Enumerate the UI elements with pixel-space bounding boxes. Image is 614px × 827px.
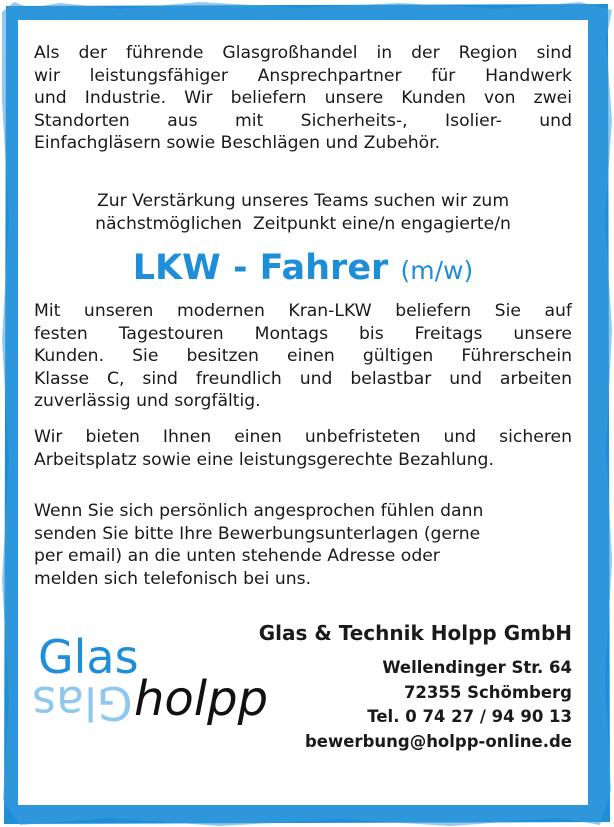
address-street: Wellendinger Str. 64 <box>382 658 572 677</box>
duties-line: Klasse C, sind freundlich und belastbar und arbeiten <box>34 368 572 389</box>
duties-paragraph <box>34 300 572 413</box>
logo-word-holpp: holpp <box>134 671 269 727</box>
search-paragraph <box>18 190 588 235</box>
offer-line: Wir bieten Ihnen einen unbefristeten und sicheren <box>34 427 572 447</box>
duties-line: Kunden. Sie besitzen einen gültigen Führerschein <box>34 346 572 366</box>
apply-line: melden sich telefonisch bei uns. <box>34 568 312 589</box>
duties-line: festen Tagestouren Montags bis Freitags unsere <box>34 323 572 344</box>
company-address <box>305 656 572 754</box>
intro-line: Standorten aus mit Sicherheits-, Isolier- und <box>34 110 572 131</box>
company-logo <box>32 632 282 742</box>
company-name: Glas & Technik Holpp GmbH <box>258 621 572 645</box>
job-title-suffix: (m/w) <box>400 256 474 285</box>
job-title: LKW - Fahrer <box>132 248 389 288</box>
ad-card <box>18 20 588 805</box>
address-phone: Tel. 0 74 27 / 94 90 13 <box>367 707 572 726</box>
search-line: nächstmöglichen Zeitpunkt eine/n engagierte/n <box>95 213 511 234</box>
apply-line: per email) an die unten stehende Adresse oder <box>34 546 440 566</box>
address-city: 72355 Schömberg <box>403 682 572 702</box>
intro-line: Als der führende Glasgroßhandel in der Region sind <box>34 43 572 63</box>
intro-line: und Industrie. Wir beliefern unsere Kunden von zwei <box>34 88 572 108</box>
duties-line: Mit unseren modernen Kran-LKW beliefern Sie auf <box>34 301 572 321</box>
offer-paragraph <box>34 426 572 471</box>
apply-line: senden Sie bitte Ihre Bewerbungsunterlagen (gerne <box>34 523 481 544</box>
duties-line: zuverlässig und sorgfältig. <box>34 391 261 411</box>
job-title-headline <box>18 248 588 291</box>
apply-paragraph <box>34 500 554 590</box>
intro-line: wir leistungsfähiger Ansprechpartner für Handwerk <box>34 65 572 86</box>
intro-paragraph <box>34 42 572 155</box>
search-line: Zur Verstärkung unseres Teams suchen wir zum <box>96 191 510 211</box>
offer-line: Arbeitsplatz sowie eine leistungsgerechte Bezahlung. <box>34 449 494 470</box>
logo-word-glas-mirrored: Glas <box>32 676 133 730</box>
apply-line: Wenn Sie sich persönlich angesprochen fühlen dann <box>34 501 484 521</box>
logo-word-glas: Glas <box>38 630 139 684</box>
address-email-link[interactable]: bewerbung@holpp-online.de <box>305 731 572 751</box>
intro-line: Einfachgläsern sowie Beschlägen und Zubehör. <box>34 133 441 153</box>
